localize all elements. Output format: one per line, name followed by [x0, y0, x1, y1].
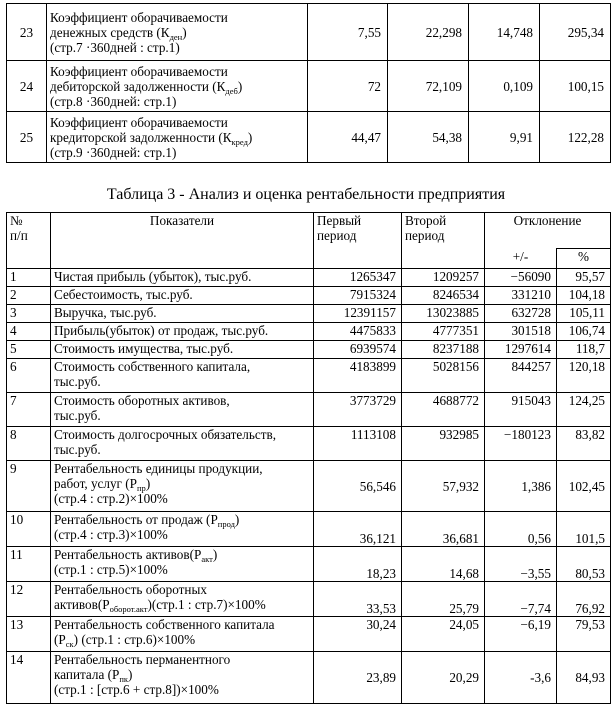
value-cell: 120,18 [557, 359, 611, 393]
indicator-line [54, 667, 310, 682]
indicator-line [50, 130, 304, 145]
subscript: пр [137, 483, 146, 493]
row-number: 8 [7, 427, 51, 461]
value-cell: 1209257 [402, 269, 485, 287]
profitability-table [6, 212, 611, 704]
indicator-cell [51, 359, 314, 393]
indicator-line [54, 597, 310, 612]
value-cell: 7,55 [308, 4, 388, 61]
value-cell: −56090 [485, 269, 557, 287]
value-cell: 14,68 [402, 547, 485, 582]
value-cell: 22,298 [388, 4, 469, 61]
value-cell: −3,55 [485, 547, 557, 582]
value-cell: 95,57 [557, 269, 611, 287]
value-cell: 101,5 [557, 512, 611, 547]
text-part: ) [128, 667, 133, 682]
table-row [7, 512, 611, 547]
indicator-line: тыс.руб. [54, 442, 101, 457]
indicator-formula: (стр.7 ·360дней : стр.1) [50, 39, 180, 55]
row-number: 9 [7, 461, 51, 512]
value-cell: 76,92 [557, 582, 611, 617]
value-cell: −6,19 [485, 617, 557, 652]
value-cell: 1,386 [485, 461, 557, 512]
table-row [7, 461, 611, 512]
value-cell: 24,05 [402, 617, 485, 652]
value-cell: -3,6 [485, 652, 557, 704]
table-row [7, 305, 611, 323]
header-row [7, 213, 611, 249]
indicator-cell: Стоимость имущества, тыс.руб. [51, 341, 314, 359]
row-number: 24 [7, 61, 47, 112]
value-cell: 83,82 [557, 427, 611, 461]
table-row [7, 617, 611, 652]
value-cell: 84,93 [557, 652, 611, 704]
value-cell: 632728 [485, 305, 557, 323]
row-number: 6 [7, 359, 51, 393]
value-cell: 3773729 [314, 393, 402, 427]
indicator-formula: (стр.8 ·360дней: стр.1) [50, 93, 177, 109]
indicator-line [54, 512, 310, 527]
indicator-line [50, 79, 304, 94]
indicator-formula: (стр.4 : стр.3)×100% [54, 527, 168, 542]
value-cell: 9,91 [469, 112, 540, 163]
subscript: оборот.акт [109, 604, 148, 614]
indicator-line: Рентабельность собственного капитала [54, 617, 275, 632]
table-row [7, 112, 611, 163]
table-row [7, 652, 611, 704]
value-cell: 105,11 [557, 305, 611, 323]
text-part: активов(Р [54, 597, 110, 612]
indicator-cell: Себестоимость, тыс.руб. [51, 287, 314, 305]
value-cell: 1265347 [314, 269, 402, 287]
indicator-line: тыс.руб. [54, 408, 101, 423]
indicator-formula: (стр.1 : стр.5)×100% [54, 562, 168, 577]
row-number: 23 [7, 4, 47, 61]
value-cell: 23,89 [314, 652, 402, 704]
row-number: 3 [7, 305, 51, 323]
text-part: Рентабельность активов(Р [54, 547, 202, 562]
value-cell: 6939574 [314, 341, 402, 359]
indicator-cell [47, 4, 308, 61]
value-cell: 4688772 [402, 393, 485, 427]
value-cell: 36,681 [402, 512, 485, 547]
indicator-line: Коэффициент оборачиваемости [50, 114, 228, 130]
text-part: ) (стр.1 : стр.6)×100% [73, 632, 196, 647]
text-part: ) [234, 512, 240, 527]
value-cell: 915043 [485, 393, 557, 427]
value-cell: 102,45 [557, 461, 611, 512]
indicator-cell [51, 617, 314, 652]
value-cell: 12391157 [314, 305, 402, 323]
text-part: )(стр.1 : стр.7)×100% [147, 597, 266, 612]
table-row [7, 359, 611, 393]
value-cell: 4475833 [314, 323, 402, 341]
value-cell: 104,18 [557, 287, 611, 305]
table-row [7, 341, 611, 359]
indicator-line: Стоимость долгосрочных обязательств, [54, 427, 277, 442]
indicator-line [54, 547, 310, 562]
value-cell: 1113108 [314, 427, 402, 461]
indicator-line: тыс.руб. [54, 374, 101, 389]
row-number: 10 [7, 512, 51, 547]
header-text: период [317, 228, 357, 243]
row-number: 14 [7, 652, 51, 704]
indicator-line: Коэффициент оборачиваемости [50, 9, 228, 25]
header-period-2 [402, 213, 485, 269]
value-cell: 56,546 [314, 461, 402, 512]
text-part: дебиторской задолженности (К [50, 78, 226, 94]
value-cell: 72 [308, 61, 388, 112]
indicator-cell: Выручка, тыс.руб. [51, 305, 314, 323]
indicator-line [54, 476, 310, 491]
header-deviation: Отклонение [485, 213, 611, 249]
indicator-cell [51, 393, 314, 427]
table-row [7, 323, 611, 341]
header-text: Первый [317, 213, 362, 228]
text-part: ) [247, 129, 253, 145]
table-row [7, 269, 611, 287]
coefficients-table-continuation [6, 3, 611, 163]
value-cell: 25,79 [402, 582, 485, 617]
value-cell: 79,53 [557, 617, 611, 652]
indicator-formula: (стр.9 ·360дней: стр.1) [50, 144, 177, 160]
value-cell: −7,74 [485, 582, 557, 617]
subscript: деб [225, 85, 238, 96]
value-cell: 301518 [485, 323, 557, 341]
value-cell: 7915324 [314, 287, 402, 305]
indicator-cell [51, 582, 314, 617]
indicator-line: Стоимость собственного капитала, [54, 359, 251, 374]
text-part: ) [182, 24, 187, 40]
row-number: 13 [7, 617, 51, 652]
value-cell: 106,74 [557, 323, 611, 341]
header-text: № [10, 213, 23, 228]
indicator-cell [51, 652, 314, 704]
subscript: ск [65, 639, 74, 649]
subscript: пк [119, 674, 129, 684]
value-cell: 118,7 [557, 341, 611, 359]
indicator-line: Рентабельность перманентного [54, 652, 231, 667]
indicator-line: Коэффициент оборачиваемости [50, 63, 228, 79]
indicator-line: Стоимость оборотных активов, [54, 393, 230, 408]
header-deviation-abs: +/- [485, 249, 557, 269]
text-part: ) [212, 547, 218, 562]
table-row [7, 61, 611, 112]
table-row [7, 547, 611, 582]
value-cell: 36,121 [314, 512, 402, 547]
indicator-cell: Чистая прибыль (убыток), тыс.руб. [51, 269, 314, 287]
subscript: кред [231, 136, 248, 147]
value-cell: 80,53 [557, 547, 611, 582]
text-part: кредиторской задолженности (К [50, 129, 232, 145]
value-cell: 13023885 [402, 305, 485, 323]
text-part: ) [237, 78, 243, 94]
value-cell: 57,932 [402, 461, 485, 512]
indicator-cell: Прибыль(убыток) от продаж, тыс.руб. [51, 323, 314, 341]
indicator-line: Рентабельность оборотных [54, 582, 207, 597]
indicator-cell [51, 547, 314, 582]
value-cell: 44,47 [308, 112, 388, 163]
value-cell: −180123 [485, 427, 557, 461]
value-cell: 8246534 [402, 287, 485, 305]
table-row [7, 427, 611, 461]
indicator-formula: (стр.1 : [стр.6 + стр.8])×100% [54, 682, 219, 697]
value-cell: 4777351 [402, 323, 485, 341]
value-cell: 331210 [485, 287, 557, 305]
indicator-cell [51, 461, 314, 512]
table-row [7, 393, 611, 427]
header-period-1 [314, 213, 402, 269]
indicator-line: Рентабельность единицы продукции, [54, 461, 263, 476]
indicator-cell [51, 512, 314, 547]
value-cell: 18,23 [314, 547, 402, 582]
header-text: Второй [405, 213, 447, 228]
row-number: 25 [7, 112, 47, 163]
text-part: капитала (Р [54, 667, 120, 682]
row-number: 2 [7, 287, 51, 305]
value-cell: 4183899 [314, 359, 402, 393]
table-row [7, 4, 611, 61]
value-cell: 932985 [402, 427, 485, 461]
header-text: период [405, 228, 445, 243]
row-number: 12 [7, 582, 51, 617]
value-cell: 33,53 [314, 582, 402, 617]
text-part: (Р [54, 632, 66, 647]
value-cell: 124,25 [557, 393, 611, 427]
table-caption: Таблица 3 - Анализ и оценка рентабельности предприятия [106, 186, 506, 203]
value-cell: 8237188 [402, 341, 485, 359]
value-cell: 20,29 [402, 652, 485, 704]
value-cell: 1297614 [485, 341, 557, 359]
text-part: ) [145, 476, 151, 491]
value-cell: 30,24 [314, 617, 402, 652]
value-cell: 0,109 [469, 61, 540, 112]
indicator-cell [47, 61, 308, 112]
row-number: 4 [7, 323, 51, 341]
header-indicator: Показатели [51, 213, 314, 269]
text-part: работ, услуг (Р [54, 476, 137, 491]
text-part: денежных средств (К [50, 24, 170, 40]
value-cell: 14,748 [469, 4, 540, 61]
indicator-formula: (стр.4 : стр.2)×100% [54, 491, 168, 506]
header-deviation-pct: % [557, 249, 611, 269]
subscript: акт [201, 554, 213, 564]
value-cell: 100,15 [540, 61, 611, 112]
value-cell: 54,38 [388, 112, 469, 163]
subscript: ден [169, 31, 183, 42]
value-cell: 295,34 [540, 4, 611, 61]
table-row [7, 582, 611, 617]
row-number: 11 [7, 547, 51, 582]
indicator-cell [47, 112, 308, 163]
value-cell: 5028156 [402, 359, 485, 393]
table-row [7, 287, 611, 305]
value-cell: 0,56 [485, 512, 557, 547]
value-cell: 72,109 [388, 61, 469, 112]
indicator-cell [51, 427, 314, 461]
value-cell: 122,28 [540, 112, 611, 163]
text-part: Рентабельность от продаж (Р [54, 512, 218, 527]
subscript: прод [217, 519, 235, 529]
row-number: 1 [7, 269, 51, 287]
indicator-line [50, 25, 304, 40]
value-cell: 844257 [485, 359, 557, 393]
row-number: 7 [7, 393, 51, 427]
header-number [7, 213, 51, 269]
header-text: п/п [10, 228, 28, 243]
indicator-line [54, 632, 310, 647]
row-number: 5 [7, 341, 51, 359]
